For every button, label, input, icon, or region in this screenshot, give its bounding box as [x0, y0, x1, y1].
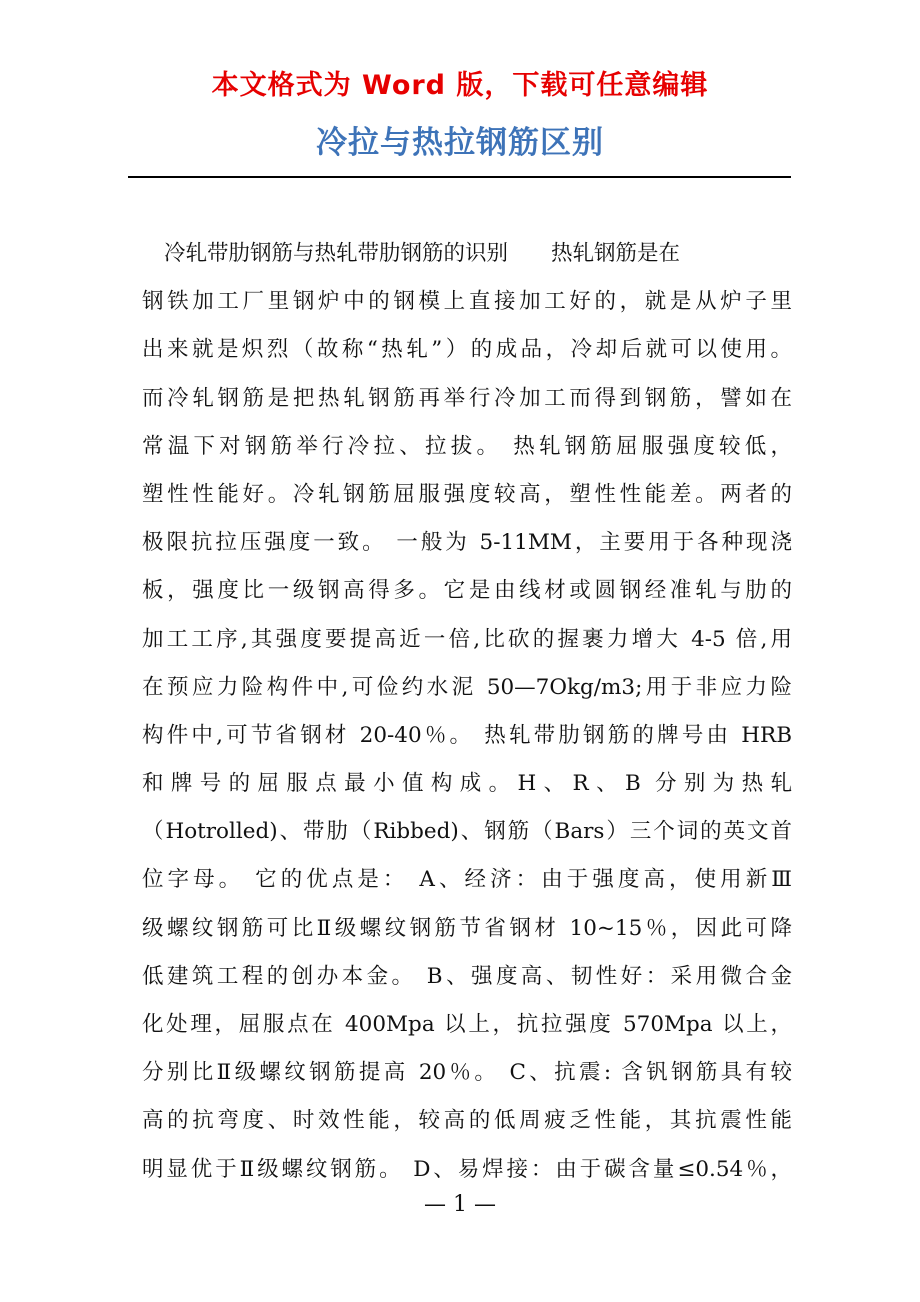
text-line: 构件中,可节省钢材 20-40％。 热轧带肋钢筋的牌号由 HRB: [142, 722, 792, 748]
page-number: — 1 —: [424, 1192, 496, 1217]
text-line: 位字母。 它的优点是： A、经济：由于强度高，使用新Ⅲ: [142, 867, 792, 893]
text-line: 板，强度比一级钢高得多。它是由线材或圆钢经准轧与肋的: [142, 578, 792, 604]
editable-notice: 本文格式为 Word 版，下载可任意编辑: [211, 70, 709, 101]
text-line: 和牌号的屈服点最小值构成。H、R、B 分别为热轧: [142, 771, 792, 797]
text-line: 加工工序,其强度要提高近一倍,比砍的握裹力增大 4-5 倍,用: [142, 626, 792, 652]
text-line: 而冷轧钢筋是把热轧钢筋再举行冷加工而得到钢筋，譬如在: [142, 385, 792, 411]
text-line: 极限抗拉压强度一致。 一般为 5-11MM，主要用于各种现浇: [142, 530, 792, 556]
text-line: 常温下对钢筋举行冷拉、拉拔。 热轧钢筋屈服强度较低，: [142, 433, 792, 459]
text-line: 分别比Ⅱ级螺纹钢筋提高 20％。 C、抗震: 含钒钢筋具有较: [142, 1060, 792, 1086]
text-line: 化处理，屈服点在 400Mpa 以上，抗拉强度 570Mpa 以上，: [142, 1012, 792, 1037]
text-line: 出来就是炽烈（故称“热轧”）的成品，冷却后就可以使用。: [142, 337, 792, 363]
text-line: 塑性性能好。冷轧钢筋屈服强度较高，塑性性能差。两者的: [142, 481, 792, 507]
text-line: 在预应力险构件中,可俭约水泥 50—7Okg/m3;用于非应力险: [142, 674, 792, 700]
text-line: 级螺纹钢筋可比Ⅱ级螺纹钢筋节省钢材 10~15％，因此可降: [142, 915, 792, 941]
text-line: 高的抗弯度、时效性能，较高的低周疲乏性能，其抗震性能: [142, 1108, 792, 1134]
text-line: 冷轧带肋钢筋与热轧带肋钢筋的识别 热轧钢筋是在: [164, 241, 681, 266]
text-line: 明显优于Ⅱ级螺纹钢筋。 D、易焊接：由于碳含量≤0.54％，: [142, 1156, 792, 1182]
body-text: [142, 232, 792, 1196]
title-divider: [128, 176, 791, 178]
document-title: 冷拉与热拉钢筋区别: [316, 125, 604, 161]
text-line: 钢铁加工厂里钢炉中的钢模上直接加工好的，就是从炉子里: [142, 289, 792, 315]
text-line: 低建筑工程的创办本金。 B、强度高、韧性好：采用微合金: [142, 963, 792, 989]
text-line: （Hotrolled)、带肋（Ribbed)、钢筋（Bars）三个词的英文首: [142, 819, 792, 845]
